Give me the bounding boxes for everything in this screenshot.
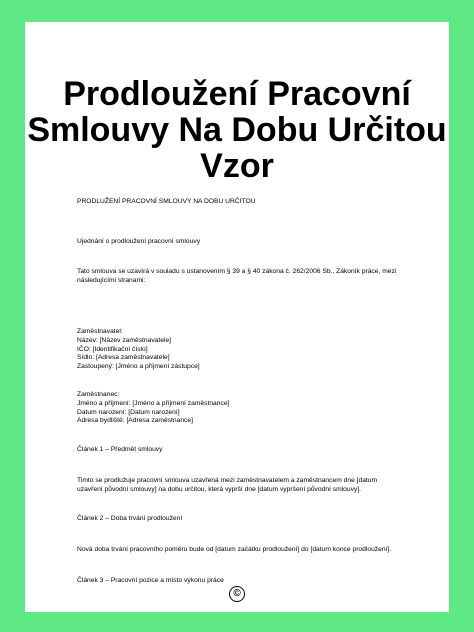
article-2-title: Článek 2 – Doba trvání prodloužení [77,515,183,522]
employee-section: Zaměstnanec: Jméno a příjmení: [Jméno a příjmení zaměstnance] Datum narození: [Datum narození] Adresa bydliště: [Adresa zaměstnance] [77,391,230,425]
article-1-text: Timto se prodlužuje pracovní smlouva uzavřená mezi zaměstnavatelem a zaměstnancem dne [datum uzavření původní smlouvy] na dobu určitou, která vyprší dne [datum vypršení původní smlouvy]. [77,477,378,493]
agreement-title: Ujednání o prodloužení pracovní smlouvy [77,238,201,245]
article-3-title: Článek 3 – Pracovní pozice a místo výkonu práce [77,577,224,584]
title-line: Vzor [200,147,274,185]
copyright-icon: © [229,586,245,602]
page-title [25,76,449,184]
title-line: Smlouvy Na Dobu Určitou [27,111,447,149]
doc-heading: PRODLUŽENÍ PRACOVNÍ SMLOUVY NA DOBU URČITOU [77,198,256,205]
intro-paragraph: Tato smlouva se uzavírá v souladu s ustanovením § 39 a § 40 zákona č. 262/2006 Sb., Zákoník práce, mezi následujícími stranami: [77,268,397,284]
article-2-text: Nová doba trvání pracovního poměru bude od [datum začátku prodloužení] do [datum konce prodloužení]. [77,546,392,553]
document-page [25,22,449,612]
title-line: Prodloužení Pracovní [63,75,411,113]
employer-section: Zaměstnavatel: Název: [Název zaměstnavatele] IČO: [Identifikační číslo] Sídlo: [Adresa zaměstnavatele] Zastoupený: [Jméno a příjmení zástupce] [77,328,200,371]
article-1-title: Článek 1 – Předmět smlouvy [77,446,163,453]
